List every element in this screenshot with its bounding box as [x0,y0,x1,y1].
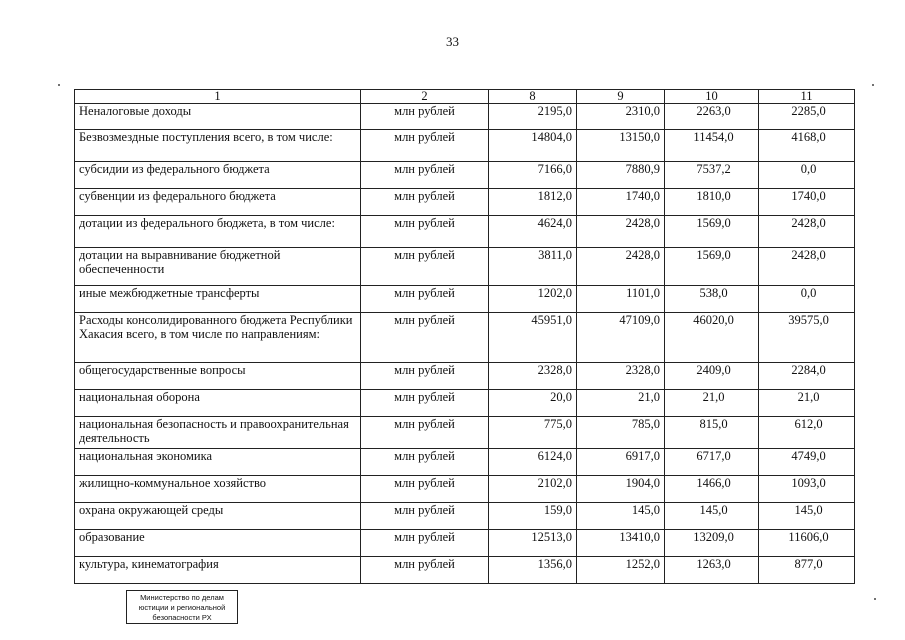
row-value-col-10: 1466,0 [665,476,759,503]
row-name-cell: дотации из федерального бюджета, в том числе: [75,216,361,248]
row-name-cell: иные межбюджетные трансферты [75,286,361,313]
row-unit-cell: млн рублей [361,476,489,503]
scan-dot [872,84,874,86]
table-row [75,557,855,584]
row-value-col-8: 20,0 [489,390,577,417]
row-value-col-11: 39575,0 [759,313,855,363]
row-value-col-11: 0,0 [759,286,855,313]
row-value-col-10: 538,0 [665,286,759,313]
row-value-col-10: 815,0 [665,417,759,449]
row-unit-cell: млн рублей [361,216,489,248]
row-value-col-11: 11606,0 [759,530,855,557]
header-col-1: 1 [75,90,361,104]
row-value-col-8: 2328,0 [489,363,577,390]
row-value-col-8: 775,0 [489,417,577,449]
row-unit-cell: млн рублей [361,130,489,162]
table-row [75,530,855,557]
row-value-col-11: 21,0 [759,390,855,417]
table-row [75,390,855,417]
row-value-col-8: 1812,0 [489,189,577,216]
row-value-col-10: 1569,0 [665,216,759,248]
row-unit-cell: млн рублей [361,286,489,313]
row-value-col-11: 145,0 [759,503,855,530]
row-value-col-10: 1569,0 [665,248,759,286]
table-row [75,313,855,363]
row-value-col-11: 2428,0 [759,248,855,286]
header-col-11: 11 [759,90,855,104]
stamp-line-2: юстиции и региональной [138,603,226,612]
row-value-col-10: 21,0 [665,390,759,417]
row-value-col-10: 13209,0 [665,530,759,557]
scan-dot [58,84,60,86]
row-value-col-8: 1356,0 [489,557,577,584]
row-value-col-11: 4168,0 [759,130,855,162]
row-value-col-9: 6917,0 [577,449,665,476]
row-value-col-11: 2285,0 [759,104,855,130]
row-name-cell: Безвозмездные поступления всего, в том числе: [75,130,361,162]
table-header-row [75,90,855,104]
row-value-col-8: 12513,0 [489,530,577,557]
table-row [75,162,855,189]
row-value-col-8: 3811,0 [489,248,577,286]
header-col-10: 10 [665,90,759,104]
row-value-col-9: 2310,0 [577,104,665,130]
row-value-col-9: 2428,0 [577,216,665,248]
row-name-cell: Расходы консолидированного бюджета Республики Хакасия всего, в том числе по направлениям: [75,313,361,363]
table-row [75,417,855,449]
row-value-col-10: 2409,0 [665,363,759,390]
row-value-col-9: 13410,0 [577,530,665,557]
data-table [74,89,855,584]
scan-dot [874,598,876,600]
row-unit-cell: млн рублей [361,390,489,417]
row-unit-cell: млн рублей [361,503,489,530]
row-name-cell: жилищно-коммунальное хозяйство [75,476,361,503]
table-row [75,130,855,162]
table-row [75,286,855,313]
row-value-col-10: 1263,0 [665,557,759,584]
row-unit-cell: млн рублей [361,189,489,216]
row-value-col-9: 1904,0 [577,476,665,503]
row-value-col-9: 47109,0 [577,313,665,363]
row-value-col-10: 1810,0 [665,189,759,216]
row-name-cell: национальная экономика [75,449,361,476]
row-value-col-11: 2428,0 [759,216,855,248]
row-value-col-8: 1202,0 [489,286,577,313]
row-value-col-11: 4749,0 [759,449,855,476]
row-value-col-10: 7537,2 [665,162,759,189]
row-value-col-10: 145,0 [665,503,759,530]
row-value-col-8: 4624,0 [489,216,577,248]
row-value-col-11: 0,0 [759,162,855,189]
table-row [75,248,855,286]
row-name-cell: Неналоговые доходы [75,104,361,130]
row-value-col-10: 2263,0 [665,104,759,130]
row-value-col-9: 1101,0 [577,286,665,313]
row-value-col-9: 21,0 [577,390,665,417]
stamp-line-3: безопасности РХ [152,613,212,622]
row-unit-cell: млн рублей [361,530,489,557]
table-row [75,363,855,390]
row-value-col-9: 7880,9 [577,162,665,189]
row-value-col-9: 1252,0 [577,557,665,584]
page-number: 33 [446,34,459,49]
row-name-cell: культура, кинематография [75,557,361,584]
row-value-col-8: 6124,0 [489,449,577,476]
row-unit-cell: млн рублей [361,363,489,390]
stamp-line-1: Министерство по делам [140,593,224,602]
row-name-cell: охрана окружающей среды [75,503,361,530]
table-row [75,476,855,503]
row-value-col-8: 2195,0 [489,104,577,130]
ministry-stamp [126,590,238,624]
row-value-col-11: 877,0 [759,557,855,584]
table-row [75,104,855,130]
row-value-col-9: 785,0 [577,417,665,449]
row-value-col-11: 1740,0 [759,189,855,216]
row-name-cell: образование [75,530,361,557]
row-value-col-11: 612,0 [759,417,855,449]
row-value-col-11: 1093,0 [759,476,855,503]
row-value-col-10: 11454,0 [665,130,759,162]
row-value-col-8: 45951,0 [489,313,577,363]
table-body [75,104,855,584]
row-name-cell: субсидии из федерального бюджета [75,162,361,189]
row-value-col-9: 2428,0 [577,248,665,286]
row-value-col-10: 46020,0 [665,313,759,363]
row-value-col-8: 159,0 [489,503,577,530]
header-col-9: 9 [577,90,665,104]
row-value-col-8: 2102,0 [489,476,577,503]
row-name-cell: дотации на выравнивание бюджетной обеспеченности [75,248,361,286]
header-col-2: 2 [361,90,489,104]
row-value-col-8: 7166,0 [489,162,577,189]
row-name-cell: национальная оборона [75,390,361,417]
row-value-col-9: 1740,0 [577,189,665,216]
table-row [75,189,855,216]
row-name-cell: национальная безопасность и правоохранительная деятельность [75,417,361,449]
row-unit-cell: млн рублей [361,449,489,476]
row-unit-cell: млн рублей [361,248,489,286]
row-value-col-8: 14804,0 [489,130,577,162]
row-unit-cell: млн рублей [361,313,489,363]
row-unit-cell: млн рублей [361,104,489,130]
table-row [75,449,855,476]
header-col-8: 8 [489,90,577,104]
row-value-col-11: 2284,0 [759,363,855,390]
row-value-col-9: 145,0 [577,503,665,530]
row-name-cell: общегосударственные вопросы [75,363,361,390]
row-unit-cell: млн рублей [361,417,489,449]
row-name-cell: субвенции из федерального бюджета [75,189,361,216]
row-unit-cell: млн рублей [361,557,489,584]
row-value-col-10: 6717,0 [665,449,759,476]
table-row [75,216,855,248]
row-value-col-9: 13150,0 [577,130,665,162]
row-value-col-9: 2328,0 [577,363,665,390]
table-row [75,503,855,530]
row-unit-cell: млн рублей [361,162,489,189]
